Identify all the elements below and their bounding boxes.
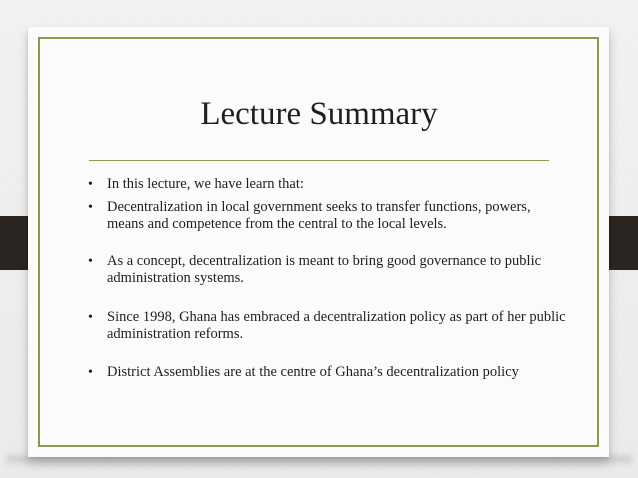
bullet-item [88,309,568,343]
bullet-item [88,364,568,381]
bullet-icon: • [88,177,93,192]
bullet-text: Since 1998, Ghana has embraced a decentralization policy as part of her public administration reforms. [107,309,566,342]
slide-title: Lecture Summary [200,96,438,132]
bullet-icon: • [88,200,93,215]
title-divider [89,160,549,161]
bullet-list [88,176,568,381]
bullet-item [88,176,568,193]
slide-shadow [6,456,632,466]
bullet-icon: • [88,365,93,380]
bullet-text: District Assemblies are at the centre of Ghana’s decentralization policy [107,364,519,380]
bullet-icon: • [88,310,93,325]
bullet-text: Decentralization in local government seeks to transfer functions, powers, means and competence from the central to the local levels. [107,199,531,232]
bullet-text: In this lecture, we have learn that: [107,176,304,192]
bullet-icon: • [88,254,93,269]
bullet-item [88,253,568,287]
bullet-item [88,199,568,233]
bullet-text: As a concept, decentralization is meant to bring good governance to public administration systems. [107,253,542,286]
